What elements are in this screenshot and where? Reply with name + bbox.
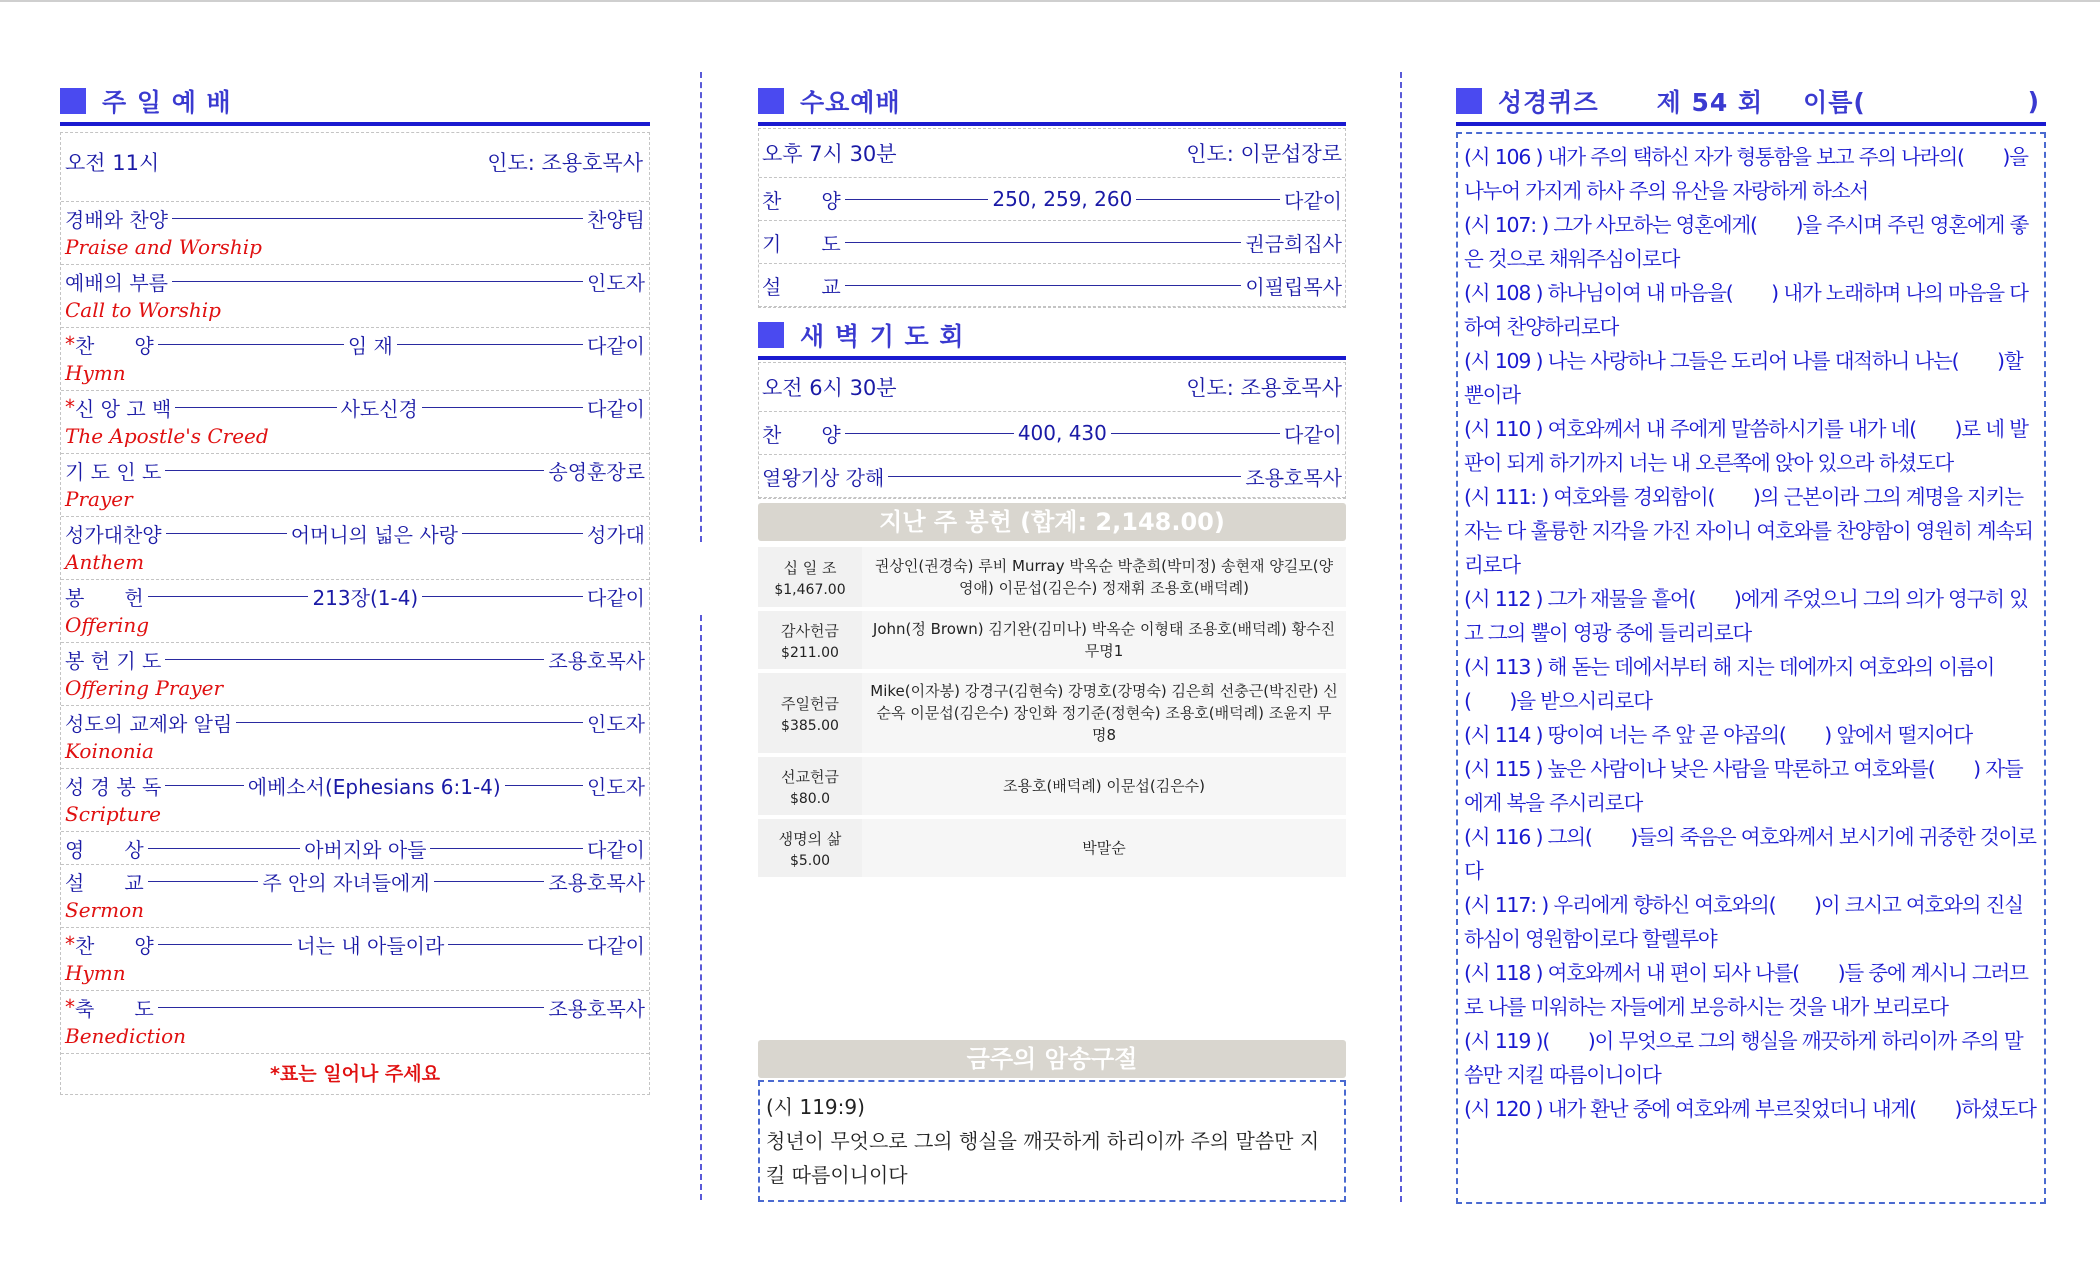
order-line <box>65 391 645 423</box>
leader-line <box>845 433 1014 434</box>
english-label: Praise and Worship <box>65 235 262 259</box>
midweek-section <box>758 80 1346 1187</box>
order-item <box>61 769 649 832</box>
offering-category-cell <box>758 817 862 879</box>
leader-line <box>1136 199 1280 200</box>
offering-category: 감사헌금 <box>781 621 839 640</box>
order-label: 예배의 부름 <box>65 270 168 295</box>
section-header <box>60 80 650 126</box>
order-label: 찬 양 <box>762 188 841 213</box>
quiz-question: (시 112 ) 그가 재물을 흩어( )에게 주었으니 그의 의가 영구히 있고 그의 뿔이 영광 중에 들리리로다 <box>1464 587 2028 645</box>
leader-line <box>505 785 583 786</box>
offering-row <box>758 755 1346 817</box>
leader-line <box>175 407 336 408</box>
top-border <box>0 0 2100 2</box>
order-item <box>61 328 649 391</box>
order-line <box>65 643 645 675</box>
leader-line <box>422 407 583 408</box>
offering-category-cell <box>758 547 862 609</box>
order-performer: 인도자 <box>587 711 645 736</box>
order-list <box>759 412 1345 498</box>
order-performer: 송영훈장로 <box>548 459 645 484</box>
leader-line <box>172 218 583 219</box>
order-performer: 다같이 <box>587 585 645 610</box>
offering-category: 십 일 조 <box>783 558 837 577</box>
order-label: 열왕기상 강해 <box>762 465 885 490</box>
order-label: 신 앙 고 백 <box>75 396 172 421</box>
order-content: 에베소서(Ephesians 6:1-4) <box>247 774 501 799</box>
service-time: 오전 11시 <box>65 151 160 175</box>
order-item <box>61 832 649 865</box>
order-content: 400, 430 <box>1017 421 1107 445</box>
leader-line <box>165 785 243 786</box>
sunday-service-section <box>60 80 650 1095</box>
order-label: 설 교 <box>762 274 841 299</box>
quiz-question: (시 107: ) 그가 사모하는 영혼에게( )을 주시며 주린 영혼에게 좋은 것으로 채워주심이로다 <box>1464 213 2029 271</box>
order-line <box>65 328 645 360</box>
offering-names: John(정 Brown) 김기완(김미나) 박옥순 이형태 조용호(배덕례) 황수진 무명1 <box>862 609 1346 671</box>
column-divider <box>700 615 702 1200</box>
leader-line <box>236 722 583 723</box>
offering-category: 선교헌금 <box>781 767 839 786</box>
order-performer: 인도자 <box>587 270 645 295</box>
order-item <box>61 706 649 769</box>
english-label: The Apostle's Creed <box>65 424 269 448</box>
order-performer: 성가대 <box>587 522 646 547</box>
leader-line <box>397 344 583 345</box>
order-label: 성도의 교제와 알림 <box>65 711 233 736</box>
order-line <box>65 928 645 960</box>
leader-line <box>845 199 989 200</box>
order-item <box>61 928 649 991</box>
quiz-question: (시 114 ) 땅이여 너는 주 앞 곧 야곱의( ) 앞에서 떨지어다 <box>1464 723 1972 747</box>
order-label: 설 교 <box>65 870 144 895</box>
order-line <box>65 454 645 486</box>
order-line <box>65 580 645 612</box>
leader-line <box>434 881 545 882</box>
english-label: Benediction <box>65 1024 187 1048</box>
leader-line <box>148 881 259 882</box>
order-performer: 다같이 <box>587 837 646 862</box>
quiz-question: (시 108 ) 하나님이여 내 마음을( ) 내가 노래하며 나의 마음을 다하여 찬양하리로다 <box>1464 281 2028 339</box>
offering-names: Mike(이자봉) 강경구(김현숙) 강명호(강명숙) 김은희 선충근(박진란) 신순옥 이문섭(김은수) 장인화 정기준(정현숙) 조용호(배덕례) 조윤지 무명8 <box>862 671 1346 755</box>
offering-names: 권상인(권경숙) 루비 Murray 박옥순 박춘희(박미정) 송현재 양길모(양영애) 이문섭(김은수) 정재휘 조용호(배덕례) <box>862 547 1346 609</box>
order-content: 어머니의 넓은 사랑 <box>290 522 458 547</box>
offering-table <box>758 547 1346 881</box>
service-leader: 인도: 조용호목사 <box>1186 376 1342 400</box>
leader-line <box>165 659 544 660</box>
square-bullet-icon <box>758 322 784 348</box>
english-label: Koinonia <box>65 739 154 763</box>
order-label: 성가대찬양 <box>65 522 162 547</box>
standing-mark: * <box>65 332 75 356</box>
quiz-question: (시 106 ) 내가 주의 택하신 자가 형통함을 보고 주의 나라의( )을 나누어 가지게 하사 주의 유산을 자랑하게 하소서 <box>1464 145 2028 203</box>
service-leader: 인도: 조용호목사 <box>487 151 643 175</box>
order-item <box>61 265 649 328</box>
order-item <box>61 202 649 265</box>
english-label: Hymn <box>65 961 126 985</box>
leader-line <box>845 242 1242 243</box>
order-content: 사도신경 <box>340 396 418 421</box>
order-item <box>61 865 649 928</box>
leader-line <box>166 533 287 534</box>
order-performer: 조용호목사 <box>1245 465 1342 490</box>
order-line <box>65 265 645 297</box>
order-content: 임 재 <box>347 333 393 358</box>
english-label: Anthem <box>65 550 145 574</box>
leader-line <box>448 944 583 945</box>
quiz-round: 제 54 회 <box>1656 88 1764 117</box>
order-label: 찬 양 <box>75 933 154 958</box>
order-label: 봉 헌 <box>65 585 144 610</box>
offering-names: 박말순 <box>862 817 1346 879</box>
order-line <box>65 706 645 738</box>
english-label: Sermon <box>65 898 144 922</box>
offering-title: 지난 주 봉헌 (합계: 2,148.00) <box>758 503 1346 541</box>
service-time: 오전 6시 30분 <box>762 376 897 400</box>
leader-line <box>148 848 301 849</box>
order-content: 주 안의 자녀들에게 <box>262 870 430 895</box>
order-content: 250, 259, 260 <box>992 187 1133 211</box>
leader-line <box>158 1007 545 1008</box>
order-line <box>65 865 645 897</box>
leader-line <box>462 533 583 534</box>
order-content: 너는 내 아들이라 <box>296 933 445 958</box>
order-performer: 조용호목사 <box>548 870 645 895</box>
leader-line <box>430 848 583 849</box>
order-label: 기 도 인 도 <box>65 459 162 484</box>
section-header <box>1456 80 2046 126</box>
offering-amount: $80.0 <box>789 790 831 807</box>
order-label: 경배와 찬양 <box>65 207 168 232</box>
order-label: 성 경 봉 독 <box>65 774 162 799</box>
order-item <box>61 391 649 454</box>
order-performer: 권금희집사 <box>1245 231 1342 256</box>
english-label: Offering Prayer <box>65 676 224 700</box>
order-line <box>759 264 1345 307</box>
order-performer: 다같이 <box>587 933 646 958</box>
standing-mark: * <box>65 995 75 1019</box>
square-bullet-icon <box>60 88 86 114</box>
order-performer: 찬양팀 <box>587 207 645 232</box>
service-time-row <box>759 363 1345 412</box>
english-label: Scripture <box>65 802 161 826</box>
service-time: 오후 7시 30분 <box>762 142 897 166</box>
order-item <box>61 643 649 706</box>
order-performer: 조용호목사 <box>548 996 645 1021</box>
offering-names: 조용호(배덕례) 이문섭(김은수) <box>862 755 1346 817</box>
leader-line <box>422 596 583 597</box>
leader-line <box>172 281 583 282</box>
section-title: 새 벽 기 도 회 <box>800 322 965 351</box>
section-header <box>758 314 1346 360</box>
offering-amount: $211.00 <box>781 644 839 661</box>
quiz-question: (시 117: ) 우리에게 향하신 여호와의( )이 크시고 여호와의 진실하심이 영원함이로다 할렐루야 <box>1464 893 2023 951</box>
column-divider <box>1400 72 1402 1202</box>
sunday-order-box <box>60 132 650 1095</box>
order-performer: 다같이 <box>587 333 646 358</box>
offering-row <box>758 609 1346 671</box>
column-divider <box>700 72 702 542</box>
offering-amount: $385.00 <box>781 717 839 734</box>
offering-category-cell <box>758 609 862 671</box>
offering-category-cell <box>758 671 862 755</box>
offering-row <box>758 671 1346 755</box>
leader-line <box>158 344 344 345</box>
order-performer: 조용호목사 <box>548 648 645 673</box>
order-line <box>759 221 1345 264</box>
order-label: 축 도 <box>75 996 154 1021</box>
english-label: Hymn <box>65 361 126 385</box>
order-line <box>759 412 1345 455</box>
english-label: Call to Worship <box>65 298 221 322</box>
leader-line <box>888 476 1241 477</box>
order-label: 기 도 <box>762 231 841 256</box>
order-performer: 다같이 <box>1284 188 1342 213</box>
leader-line <box>845 285 1242 286</box>
verse-text: 청년이 무엇으로 그의 행실을 깨끗하게 하리이까 주의 말씀만 지킬 따름이니이다 <box>766 1129 1320 1187</box>
order-label: 찬 양 <box>75 333 154 358</box>
order-label: 찬 양 <box>762 422 841 447</box>
dawn-order-box <box>758 362 1346 499</box>
memory-verse-box <box>758 1080 1346 1202</box>
memory-verse-title: 금주의 암송구절 <box>758 1040 1346 1078</box>
offering-amount: $1,467.00 <box>774 581 846 598</box>
section-title: 주 일 예 배 <box>102 88 232 117</box>
leader-line <box>165 470 544 471</box>
order-label: 봉 헌 기 도 <box>65 648 162 673</box>
quiz-question: (시 109 ) 나는 사랑하나 그들은 도리어 나를 대적하니 나는( )할 뿐이라 <box>1464 349 2023 407</box>
quiz-question: (시 110 ) 여호와께서 내 주에게 말씀하시기를 내가 네( )로 네 발판이 되게 하기까지 너는 내 오른쪽에 앉아 있으라 하셨도다 <box>1464 417 2028 475</box>
bible-quiz-section <box>1456 80 2046 1204</box>
order-performer: 이필립목사 <box>1245 274 1342 299</box>
section-header <box>758 80 1346 126</box>
offering-row <box>758 817 1346 879</box>
order-list <box>759 178 1345 307</box>
quiz-question: (시 118 ) 여호와께서 내 편이 되사 나를( )들 중에 계시니 그러므로 나를 미워하는 자들에게 보응하시는 것을 내가 보리로다 <box>1464 961 2028 1019</box>
order-line <box>759 455 1345 498</box>
leader-line <box>158 944 293 945</box>
quiz-question: (시 113 ) 해 돋는 데에서부터 해 지는 데에까지 여호와의 이름이( )을 받으시리로다 <box>1464 655 1995 713</box>
offering-category-cell <box>758 755 862 817</box>
service-time-row <box>61 133 649 202</box>
stand-note: *표는 일어나 주세요 <box>270 1063 440 1085</box>
order-performer: 다같이 <box>587 396 646 421</box>
quiz-questions-box <box>1456 132 2046 1204</box>
quiz-question: (시 111: ) 여호와를 경외함이( )의 근본이라 그의 계명을 지키는 자는 다 훌륭한 지각을 가진 자이니 여호와를 찬양함이 영원히 계속되리로다 <box>1464 485 2033 577</box>
offering-category: 생명의 삶 <box>778 829 842 848</box>
quiz-question: (시 120 ) 내가 환난 중에 여호와께 부르짖었더니 내게( )하셨도다 <box>1464 1097 2036 1121</box>
order-performer: 인도자 <box>587 774 645 799</box>
order-line <box>65 517 645 549</box>
order-performer: 다같이 <box>1284 422 1343 447</box>
order-content: 213장(1-4) <box>312 585 419 610</box>
english-label: Prayer <box>65 487 133 511</box>
quiz-question: (시 115 ) 높은 사람이나 낮은 사람을 막론하고 여호와를( ) 자들에게 복을 주시리로다 <box>1464 757 2023 815</box>
name-close: ) <box>2027 86 2040 116</box>
standing-mark: * <box>65 932 75 956</box>
service-time-row <box>759 129 1345 178</box>
wednesday-order-box <box>758 128 1346 308</box>
offering-amount: $5.00 <box>789 852 831 869</box>
order-item <box>61 580 649 643</box>
leader-line <box>148 596 309 597</box>
standing-mark: * <box>65 395 75 419</box>
square-bullet-icon <box>1456 88 1482 114</box>
order-label: 영 상 <box>65 837 144 862</box>
quiz-question: (시 116 ) 그의( )들의 죽음은 여호와께서 보시기에 귀중한 것이로다 <box>1464 825 2036 883</box>
order-list <box>61 202 649 1054</box>
order-line <box>65 991 645 1023</box>
offering-category: 주일헌금 <box>781 694 839 713</box>
offering-row <box>758 547 1346 609</box>
order-line <box>65 832 645 864</box>
square-bullet-icon <box>758 88 784 114</box>
verse-reference: (시 119:9) <box>766 1095 865 1119</box>
order-content: 아버지와 아들 <box>304 837 427 862</box>
quiz-title: 성경퀴즈 <box>1498 88 1599 117</box>
order-line <box>759 178 1345 221</box>
name-label: 이름( <box>1803 88 1866 117</box>
quiz-question: (시 119 )( )이 무엇으로 그의 행실을 깨끗하게 하리이까 주의 말씀만 지킬 따름이니이다 <box>1464 1029 2023 1087</box>
order-item <box>61 991 649 1054</box>
order-line <box>65 769 645 801</box>
english-label: Offering <box>65 613 150 637</box>
order-item <box>61 517 649 580</box>
order-item <box>61 454 649 517</box>
order-line <box>65 202 645 234</box>
leader-line <box>1111 433 1280 434</box>
service-leader: 인도: 이문섭장로 <box>1186 142 1342 166</box>
section-title: 수요예배 <box>800 88 901 117</box>
